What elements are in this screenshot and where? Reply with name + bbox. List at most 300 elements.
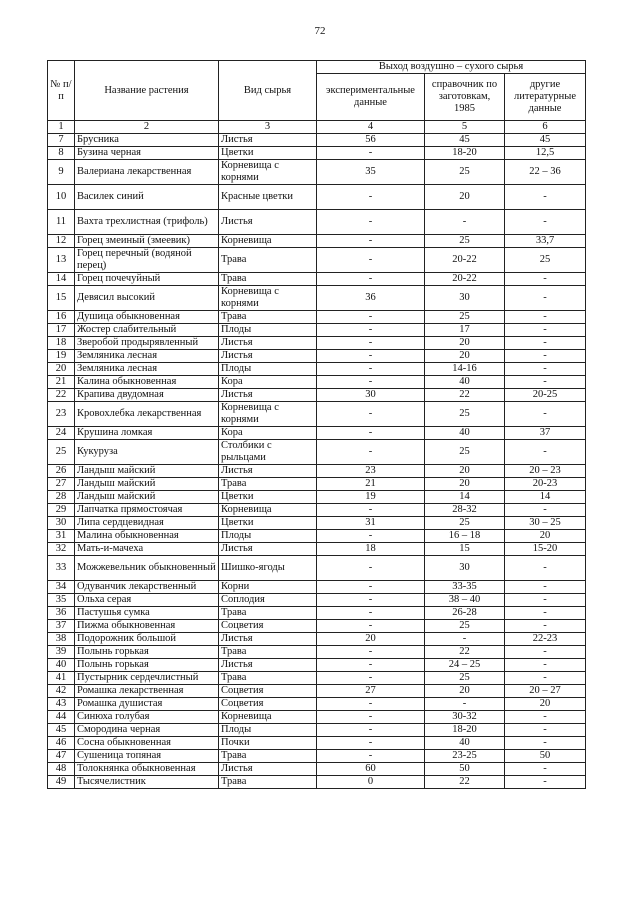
experimental-value: - — [317, 530, 425, 543]
experimental-value: - — [317, 402, 425, 427]
row-number: 26 — [48, 465, 75, 478]
row-number: 16 — [48, 311, 75, 324]
row-number: 42 — [48, 685, 75, 698]
reference-value: 25 — [425, 517, 505, 530]
reference-value: 25 — [425, 160, 505, 185]
literature-value: - — [505, 594, 586, 607]
reference-value: 18-20 — [425, 724, 505, 737]
reference-value: 20 — [425, 685, 505, 698]
literature-value: - — [505, 185, 586, 210]
literature-value: 20 — [505, 530, 586, 543]
table-row — [48, 134, 586, 147]
raw-type: Листья — [219, 337, 317, 350]
raw-type: Корневища — [219, 235, 317, 248]
literature-value: - — [505, 763, 586, 776]
experimental-value: - — [317, 273, 425, 286]
reference-value: 25 — [425, 235, 505, 248]
row-number: 39 — [48, 646, 75, 659]
reference-value: 30 — [425, 556, 505, 581]
literature-value: 25 — [505, 248, 586, 273]
row-number: 35 — [48, 594, 75, 607]
table-row — [48, 620, 586, 633]
row-number: 23 — [48, 402, 75, 427]
reference-value: 40 — [425, 376, 505, 389]
plant-name: Бузина черная — [75, 147, 219, 160]
experimental-value: 30 — [317, 389, 425, 402]
literature-value: 14 — [505, 491, 586, 504]
plant-name: Пижма обыкновенная — [75, 620, 219, 633]
experimental-value: - — [317, 185, 425, 210]
literature-value: 22 – 36 — [505, 160, 586, 185]
plant-name: Ольха серая — [75, 594, 219, 607]
reference-value: 14-16 — [425, 363, 505, 376]
literature-value: 45 — [505, 134, 586, 147]
experimental-value: - — [317, 235, 425, 248]
column-number: 4 — [317, 121, 425, 134]
reference-value: 25 — [425, 620, 505, 633]
plant-name: Валериана лекарственная — [75, 160, 219, 185]
plant-name: Лапчатка прямостоячая — [75, 504, 219, 517]
row-number: 24 — [48, 427, 75, 440]
experimental-value: - — [317, 350, 425, 363]
raw-type: Кора — [219, 427, 317, 440]
reference-value: 50 — [425, 763, 505, 776]
reference-value: 22 — [425, 389, 505, 402]
raw-type: Трава — [219, 607, 317, 620]
plant-name: Подорожник большой — [75, 633, 219, 646]
literature-value: - — [505, 402, 586, 427]
column-number: 2 — [75, 121, 219, 134]
table-row — [48, 389, 586, 402]
reference-value: 38 – 40 — [425, 594, 505, 607]
row-number: 29 — [48, 504, 75, 517]
experimental-value: - — [317, 750, 425, 763]
literature-value: - — [505, 324, 586, 337]
raw-type: Корневища с корнями — [219, 286, 317, 311]
literature-value: - — [505, 776, 586, 789]
experimental-value: 21 — [317, 478, 425, 491]
plant-name: Крушина ломкая — [75, 427, 219, 440]
experimental-value: 19 — [317, 491, 425, 504]
table-row — [48, 427, 586, 440]
raw-type: Трава — [219, 311, 317, 324]
table-row — [48, 633, 586, 646]
literature-value: 20 — [505, 698, 586, 711]
column-number: 3 — [219, 121, 317, 134]
literature-value: - — [505, 556, 586, 581]
literature-value: 50 — [505, 750, 586, 763]
experimental-value: - — [317, 659, 425, 672]
row-number: 12 — [48, 235, 75, 248]
reference-value: 26-28 — [425, 607, 505, 620]
reference-value: 24 – 25 — [425, 659, 505, 672]
raw-type: Корни — [219, 581, 317, 594]
raw-type: Соцветия — [219, 620, 317, 633]
table-row — [48, 363, 586, 376]
literature-value: 20 – 23 — [505, 465, 586, 478]
raw-type: Плоды — [219, 724, 317, 737]
plant-name: Сосна обыкновенная — [75, 737, 219, 750]
table-row — [48, 491, 586, 504]
reference-value: 30 — [425, 286, 505, 311]
plant-name: Можжевельник обыкновенный — [75, 556, 219, 581]
row-number: 27 — [48, 478, 75, 491]
row-number: 14 — [48, 273, 75, 286]
reference-value: 25 — [425, 440, 505, 465]
raw-type: Корневища — [219, 504, 317, 517]
raw-type: Листья — [219, 763, 317, 776]
raw-type: Трава — [219, 646, 317, 659]
experimental-value: - — [317, 594, 425, 607]
experimental-value: - — [317, 504, 425, 517]
literature-value: - — [505, 286, 586, 311]
raw-type: Шишко-ягоды — [219, 556, 317, 581]
table-row — [48, 376, 586, 389]
raw-type: Корневища с корнями — [219, 160, 317, 185]
table-row — [48, 672, 586, 685]
experimental-value: - — [317, 324, 425, 337]
plant-yield-table — [47, 60, 586, 789]
experimental-value: 35 — [317, 160, 425, 185]
literature-value: - — [505, 581, 586, 594]
reference-value: 33-35 — [425, 581, 505, 594]
raw-type: Цветки — [219, 147, 317, 160]
plant-name: Калина обыкновенная — [75, 376, 219, 389]
experimental-value: 31 — [317, 517, 425, 530]
plant-name: Толокнянка обыкновенная — [75, 763, 219, 776]
raw-type: Трава — [219, 248, 317, 273]
reference-value: 20-22 — [425, 273, 505, 286]
column-number: 5 — [425, 121, 505, 134]
reference-value: 18-20 — [425, 147, 505, 160]
reference-value: 40 — [425, 427, 505, 440]
row-number: 17 — [48, 324, 75, 337]
literature-value: - — [505, 440, 586, 465]
literature-value: - — [505, 210, 586, 235]
plant-name: Горец перечный (водяной перец) — [75, 248, 219, 273]
reference-value: 15 — [425, 543, 505, 556]
plant-name: Липа сердцевидная — [75, 517, 219, 530]
reference-value: 45 — [425, 134, 505, 147]
experimental-value: - — [317, 248, 425, 273]
row-number: 47 — [48, 750, 75, 763]
raw-type: Корневища — [219, 711, 317, 724]
reference-value: 20 — [425, 185, 505, 210]
experimental-value: 0 — [317, 776, 425, 789]
table-body — [48, 134, 586, 789]
table-row — [48, 504, 586, 517]
raw-type: Корневища с корнями — [219, 402, 317, 427]
column-numbers-row — [48, 121, 586, 134]
table-row — [48, 594, 586, 607]
literature-value: - — [505, 620, 586, 633]
experimental-value: 56 — [317, 134, 425, 147]
reference-value: 20-22 — [425, 248, 505, 273]
table-row — [48, 750, 586, 763]
experimental-value: - — [317, 337, 425, 350]
plant-name: Одуванчик лекарственный — [75, 581, 219, 594]
reference-value: 20 — [425, 478, 505, 491]
plant-name: Девясил высокий — [75, 286, 219, 311]
reference-value: 17 — [425, 324, 505, 337]
row-number: 28 — [48, 491, 75, 504]
plant-name: Тысячелистник — [75, 776, 219, 789]
reference-value: - — [425, 210, 505, 235]
literature-value: - — [505, 273, 586, 286]
experimental-value: - — [317, 607, 425, 620]
experimental-value: - — [317, 672, 425, 685]
raw-type: Столбики с рыльцами — [219, 440, 317, 465]
experimental-value: - — [317, 646, 425, 659]
table-row — [48, 517, 586, 530]
reference-value: 28-32 — [425, 504, 505, 517]
raw-type: Плоды — [219, 324, 317, 337]
experimental-value: - — [317, 711, 425, 724]
literature-value: 20 – 27 — [505, 685, 586, 698]
row-number: 34 — [48, 581, 75, 594]
literature-value: 15-20 — [505, 543, 586, 556]
row-number: 43 — [48, 698, 75, 711]
reference-value: 30-32 — [425, 711, 505, 724]
table-row — [48, 724, 586, 737]
literature-value: 20-25 — [505, 389, 586, 402]
table-row — [48, 711, 586, 724]
header-yield-group: Выход воздушно – сухого сырья — [317, 61, 586, 74]
plant-name: Ландыш майский — [75, 465, 219, 478]
row-number: 31 — [48, 530, 75, 543]
raw-type: Красные цветки — [219, 185, 317, 210]
row-number: 45 — [48, 724, 75, 737]
experimental-value: - — [317, 147, 425, 160]
raw-type: Соплодия — [219, 594, 317, 607]
table-row — [48, 646, 586, 659]
page-number: 72 — [314, 25, 326, 37]
raw-type: Листья — [219, 350, 317, 363]
literature-value: 20-23 — [505, 478, 586, 491]
row-number: 11 — [48, 210, 75, 235]
plant-name: Горец почечуйный — [75, 273, 219, 286]
raw-type: Трава — [219, 478, 317, 491]
table-row — [48, 210, 586, 235]
table-row — [48, 337, 586, 350]
table-row — [48, 440, 586, 465]
row-number: 40 — [48, 659, 75, 672]
literature-value: - — [505, 646, 586, 659]
experimental-value: - — [317, 620, 425, 633]
plant-name: Брусника — [75, 134, 219, 147]
plant-name: Ландыш майский — [75, 478, 219, 491]
row-number: 21 — [48, 376, 75, 389]
row-number: 22 — [48, 389, 75, 402]
plant-name: Ландыш майский — [75, 491, 219, 504]
experimental-value: - — [317, 210, 425, 235]
table-row — [48, 581, 586, 594]
experimental-value: 27 — [317, 685, 425, 698]
row-number: 18 — [48, 337, 75, 350]
table-row — [48, 147, 586, 160]
table-row — [48, 478, 586, 491]
reference-value: - — [425, 698, 505, 711]
reference-value: 25 — [425, 402, 505, 427]
literature-value: - — [505, 724, 586, 737]
plant-name: Полынь горькая — [75, 646, 219, 659]
plant-name: Земляника лесная — [75, 363, 219, 376]
plant-name: Пустырник сердечлистный — [75, 672, 219, 685]
table-row — [48, 530, 586, 543]
raw-type: Листья — [219, 210, 317, 235]
row-number: 44 — [48, 711, 75, 724]
experimental-value: - — [317, 724, 425, 737]
plant-name: Вахта трехлистная (трифоль) — [75, 210, 219, 235]
raw-type: Цветки — [219, 491, 317, 504]
plant-name: Полынь горькая — [75, 659, 219, 672]
raw-type: Трава — [219, 672, 317, 685]
row-number: 9 — [48, 160, 75, 185]
row-number: 20 — [48, 363, 75, 376]
raw-type: Листья — [219, 543, 317, 556]
experimental-value: - — [317, 698, 425, 711]
plant-name: Ромашка лекарственная — [75, 685, 219, 698]
table-row — [48, 763, 586, 776]
plant-name: Кровохлебка лекарственная — [75, 402, 219, 427]
plant-name: Смородина черная — [75, 724, 219, 737]
raw-type: Почки — [219, 737, 317, 750]
raw-type: Кора — [219, 376, 317, 389]
raw-type: Листья — [219, 465, 317, 478]
experimental-value: - — [317, 363, 425, 376]
reference-value: 25 — [425, 311, 505, 324]
literature-value: 37 — [505, 427, 586, 440]
table-row — [48, 324, 586, 337]
table-row — [48, 402, 586, 427]
row-number: 36 — [48, 607, 75, 620]
table-row — [48, 556, 586, 581]
raw-type: Трава — [219, 750, 317, 763]
literature-value: 12,5 — [505, 147, 586, 160]
row-number: 49 — [48, 776, 75, 789]
row-number: 48 — [48, 763, 75, 776]
plant-name: Василек синий — [75, 185, 219, 210]
row-number: 38 — [48, 633, 75, 646]
literature-value: 22-23 — [505, 633, 586, 646]
row-number: 46 — [48, 737, 75, 750]
literature-value: - — [505, 350, 586, 363]
row-number: 8 — [48, 147, 75, 160]
raw-type: Листья — [219, 659, 317, 672]
literature-value: - — [505, 659, 586, 672]
plant-name: Горец змеиный (змеевик) — [75, 235, 219, 248]
experimental-value: - — [317, 440, 425, 465]
table-row — [48, 659, 586, 672]
experimental-value: - — [317, 376, 425, 389]
table-row — [48, 465, 586, 478]
reference-value: - — [425, 633, 505, 646]
table-row — [48, 185, 586, 210]
reference-value: 14 — [425, 491, 505, 504]
experimental-value: 20 — [317, 633, 425, 646]
literature-value: 30 – 25 — [505, 517, 586, 530]
reference-value: 40 — [425, 737, 505, 750]
table-row — [48, 286, 586, 311]
header-raw-type: Вид сырья — [219, 61, 317, 121]
reference-value: 25 — [425, 672, 505, 685]
experimental-value: - — [317, 311, 425, 324]
table-row — [48, 698, 586, 711]
row-number: 33 — [48, 556, 75, 581]
header-plant-name: Название растения — [75, 61, 219, 121]
experimental-value: - — [317, 581, 425, 594]
raw-type: Плоды — [219, 363, 317, 376]
literature-value: - — [505, 737, 586, 750]
table-row — [48, 776, 586, 789]
literature-value: - — [505, 311, 586, 324]
row-number: 37 — [48, 620, 75, 633]
plant-name: Малина обыкновенная — [75, 530, 219, 543]
literature-value: - — [505, 376, 586, 389]
experimental-value: 60 — [317, 763, 425, 776]
raw-type: Плоды — [219, 530, 317, 543]
literature-value: - — [505, 607, 586, 620]
row-number: 41 — [48, 672, 75, 685]
header-reference: справочник по заготовкам, 1985 — [425, 74, 505, 121]
table-row — [48, 273, 586, 286]
plant-name: Пастушья сумка — [75, 607, 219, 620]
table-row — [48, 160, 586, 185]
raw-type: Трава — [219, 273, 317, 286]
plant-name: Земляника лесная — [75, 350, 219, 363]
table-row — [48, 235, 586, 248]
plant-name: Душица обыкновенная — [75, 311, 219, 324]
reference-value: 16 – 18 — [425, 530, 505, 543]
table-row — [48, 607, 586, 620]
table-row — [48, 737, 586, 750]
literature-value: - — [505, 504, 586, 517]
experimental-value: 18 — [317, 543, 425, 556]
experimental-value: - — [317, 737, 425, 750]
reference-value: 22 — [425, 776, 505, 789]
reference-value: 20 — [425, 350, 505, 363]
column-number: 1 — [48, 121, 75, 134]
row-number: 19 — [48, 350, 75, 363]
raw-type: Листья — [219, 134, 317, 147]
reference-value: 20 — [425, 465, 505, 478]
row-number: 30 — [48, 517, 75, 530]
literature-value: 33,7 — [505, 235, 586, 248]
experimental-value: 23 — [317, 465, 425, 478]
literature-value: - — [505, 363, 586, 376]
header-literature: другие литературные данные — [505, 74, 586, 121]
table-row — [48, 685, 586, 698]
plant-name: Зверобой продырявленный — [75, 337, 219, 350]
row-number: 32 — [48, 543, 75, 556]
plant-name: Ромашка душистая — [75, 698, 219, 711]
experimental-value: - — [317, 427, 425, 440]
row-number: 10 — [48, 185, 75, 210]
column-number: 6 — [505, 121, 586, 134]
raw-type: Трава — [219, 776, 317, 789]
experimental-value: 36 — [317, 286, 425, 311]
raw-type: Соцветия — [219, 698, 317, 711]
experimental-value: - — [317, 556, 425, 581]
row-number: 25 — [48, 440, 75, 465]
plant-name: Крапива двудомная — [75, 389, 219, 402]
plant-name: Кукуруза — [75, 440, 219, 465]
raw-type: Соцветия — [219, 685, 317, 698]
reference-value: 23-25 — [425, 750, 505, 763]
reference-value: 22 — [425, 646, 505, 659]
raw-type: Цветки — [219, 517, 317, 530]
raw-type: Листья — [219, 389, 317, 402]
